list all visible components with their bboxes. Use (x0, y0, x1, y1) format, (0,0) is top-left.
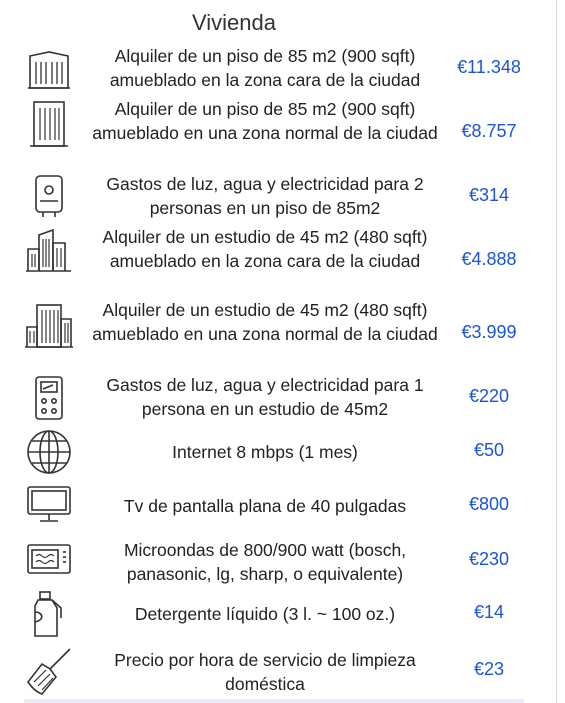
tv-icon (20, 482, 78, 526)
item-price: €4.888 (461, 249, 517, 269)
item-price: €14 (473, 602, 505, 622)
item-price: €230 (468, 549, 510, 569)
cost-row (0, 428, 557, 476)
item-description: Microondas de 800/900 watt (bosch, panasonic, lg, sharp, o equivalente) (123, 540, 407, 584)
cost-row (0, 646, 557, 698)
item-price: €3.999 (461, 322, 517, 342)
cost-row (0, 97, 557, 169)
water-heater-icon (20, 172, 78, 220)
item-description: Precio por hora de servicio de limpieza doméstica (114, 650, 416, 694)
item-description: Alquiler de un piso de 85 m2 (900 sqft) amueblado en la zona cara de la ciudad (109, 46, 421, 90)
bottom-bar (24, 699, 524, 703)
globe-icon (20, 428, 78, 476)
detergent-bottle-icon (20, 590, 78, 640)
item-description: Tv de pantalla plana de 40 pulgadas (123, 496, 407, 516)
item-description: Alquiler de un piso de 85 m2 (900 sqft) amueblado en una zona normal de la ciudad (92, 99, 438, 143)
cost-row (0, 590, 557, 642)
cost-row (0, 373, 557, 423)
cost-row (0, 44, 557, 94)
tall-building-icon (20, 97, 78, 153)
cost-row (0, 225, 557, 297)
studio-buildings-icon (20, 225, 78, 275)
item-description: Detergente líquido (3 l. ~ 100 oz.) (134, 604, 396, 624)
cost-row (0, 482, 557, 530)
cost-row (0, 536, 557, 586)
cost-row (0, 172, 557, 222)
utility-meter-icon (20, 373, 78, 423)
section-title: Vivienda (192, 10, 276, 35)
item-price: €220 (468, 386, 510, 406)
item-description: Alquiler de un estudio de 45 m2 (480 sqft) amueblado en la zona cara de la ciudad (102, 227, 428, 271)
city-buildings-icon (20, 300, 78, 350)
item-description: Gastos de luz, agua y electricidad para 1 persona en un estudio de 45m2 (106, 375, 424, 419)
item-description: Alquiler de un estudio de 45 m2 (480 sqft) amueblado en una zona normal de la ciudad (92, 300, 438, 344)
item-description: Internet 8 mbps (1 mes) (172, 442, 358, 462)
cost-row (0, 298, 557, 370)
item-price: €23 (473, 659, 505, 679)
microwave-icon (20, 536, 78, 582)
item-description: Gastos de luz, agua y electricidad para 2 personas en un piso de 85m2 (106, 174, 424, 218)
item-price: €8.757 (461, 121, 517, 141)
item-price: €11.348 (457, 57, 521, 77)
item-price: €314 (468, 185, 510, 205)
apartment-building-icon (20, 48, 78, 92)
item-price: €800 (468, 494, 510, 514)
item-price: €50 (473, 440, 505, 460)
broom-icon (20, 646, 78, 696)
